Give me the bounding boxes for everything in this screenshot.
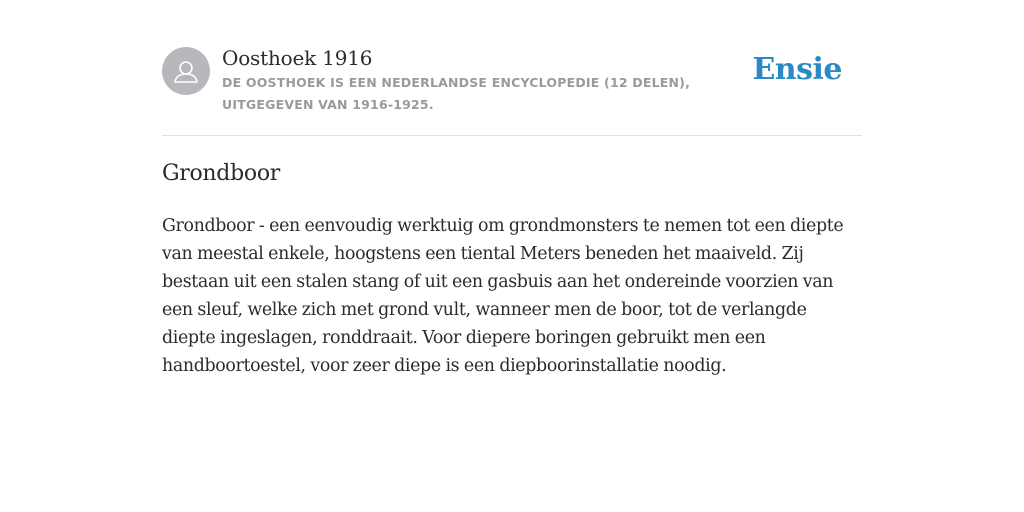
source-avatar[interactable] [162,47,210,95]
source-name[interactable]: Oosthoek 1916 [222,46,373,70]
user-silhouette-icon [162,47,210,95]
source-header [162,44,862,136]
source-description: DE OOSTHOEK IS EEN NEDERLANDSE ENCYCLOPEDIE (12 DELEN), UITGEGEVEN VAN 1916-1925. [222,75,691,112]
article-body: Grondboor - een eenvoudig werktuig om grondmonsters te nemen tot een diepte van meestal enkele, hoogstens een tiental Meters beneden het maaiveld. Zij bestaan uit een stalen stang of uit een gasbuis aan het ondereinde voorzien van een sleuf, welke zich met grond vult, wanneer men de boor, tot de verlangde diepte ingeslagen, ronddraait. Voor diepere boringen gebruikt men een handboortoestel, voor zeer diepe is een diepboorinstallatie noodig. [162,216,844,376]
source-info [222,44,762,116]
article-title: Grondboor [162,161,280,186]
brand-logo[interactable]: Ensie [752,52,842,87]
